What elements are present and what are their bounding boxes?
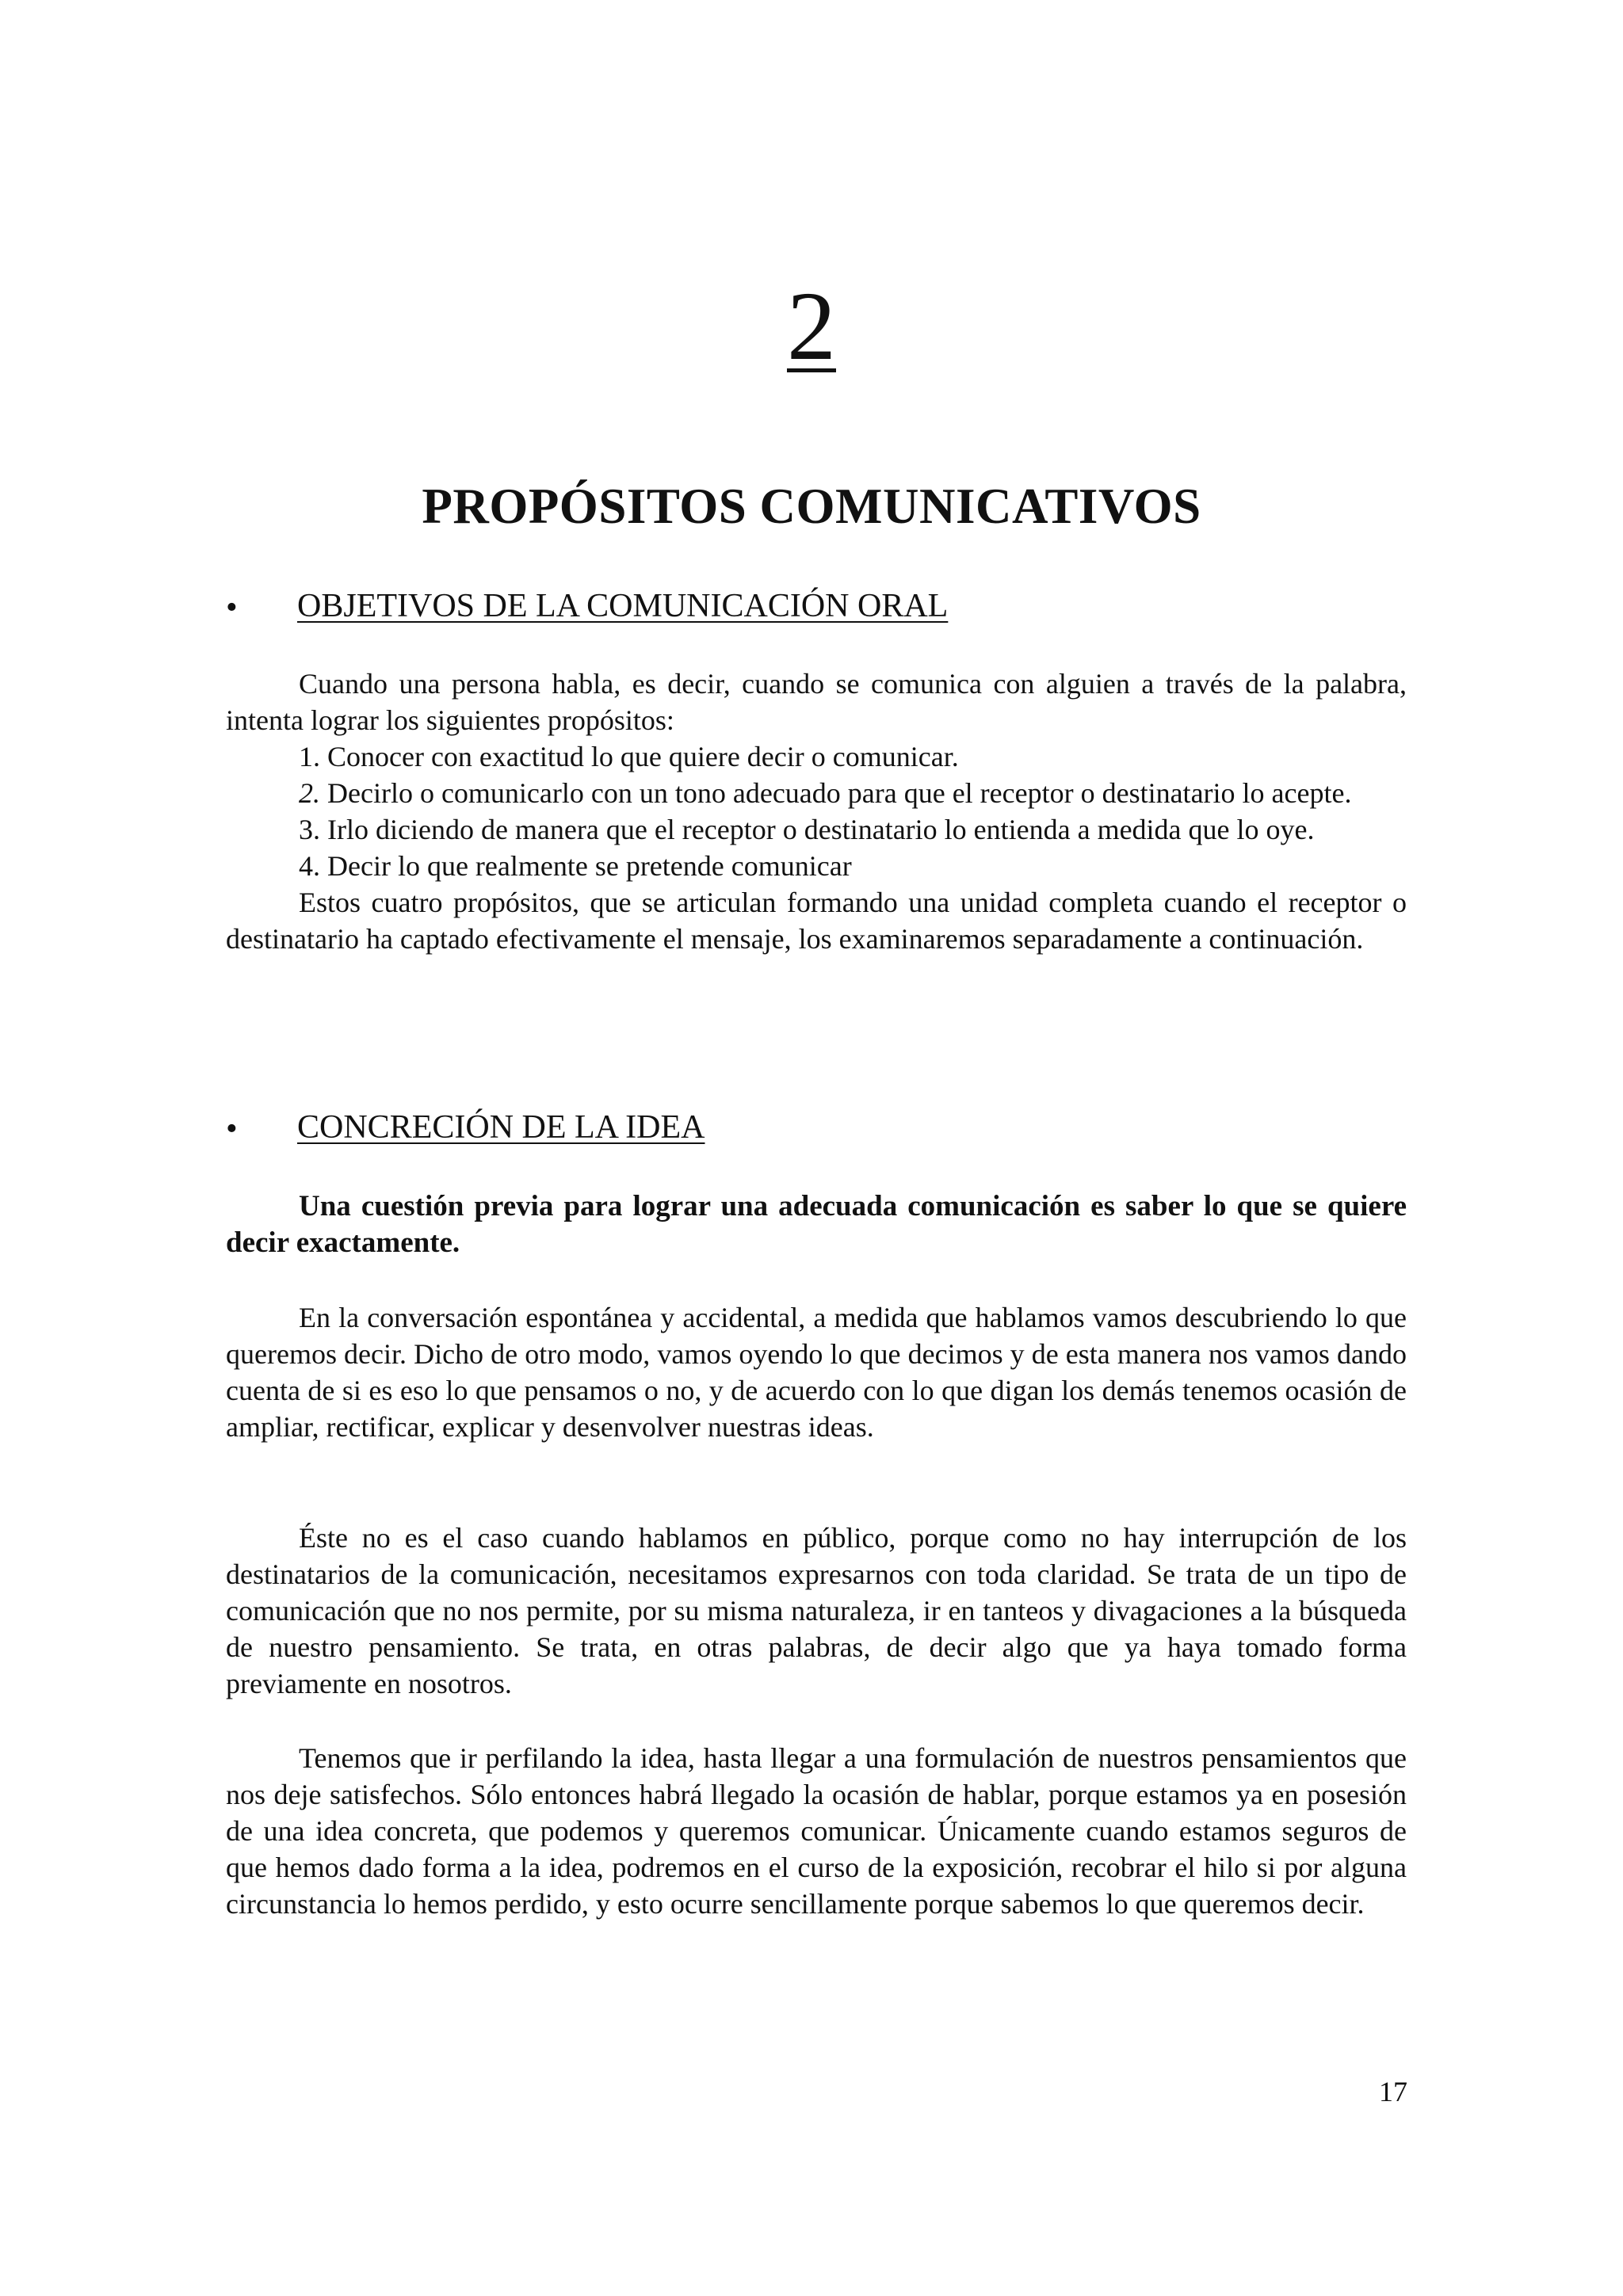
- list-item-text: Decir lo que realmente se pretende comunicar: [327, 850, 852, 882]
- list-item-text: Irlo diciendo de manera que el receptor o destinatario lo entienda a medida que lo oye.: [327, 814, 1315, 845]
- section-objetivos-body: [226, 666, 1407, 957]
- list-item-number: 4.: [299, 850, 320, 882]
- intro-paragraph: Cuando una persona habla, es decir, cuando se comunica con alguien a través de la palabra, intenta lograr los siguientes propósitos:: [226, 668, 1407, 736]
- chapter-title: PROPÓSITOS COMUNICATIVOS: [422, 479, 1201, 534]
- list-item: [226, 738, 1407, 775]
- list-item-number: 2.: [299, 777, 320, 809]
- body-paragraph: Tenemos que ir perfilando la idea, hasta llegar a una formulación de nuestros pensamientos que nos deje satisfechos. Sólo entonces habrá llegado la ocasión de hablar, porque estamos ya en posesión de una idea concreta, que podemos y queremos comunicar. Únicamente cuando estamos seguros de que hemos dado forma a la idea, podremos en el curso de la exposición, recobrar el hilo si por alguna circunstancia lo hemos perdido, y esto ocurre sencillamente porque sabemos lo que queremos decir.: [226, 1742, 1407, 1920]
- closing-paragraph: Estos cuatro propósitos, que se articulan formando una unidad completa cuando el receptor o destinatario ha captado efectivamente el mensaje, los examinaremos separadamente a continuación.: [226, 887, 1407, 955]
- list-item: [226, 848, 1407, 884]
- list-item: [226, 811, 1407, 848]
- list-item-number: 1.: [299, 741, 320, 772]
- lead-paragraph-block: [226, 1188, 1407, 1261]
- body-paragraph: Éste no es el caso cuando hablamos en público, porque como no hay interrupción de los destinatarios de la comunicación, necesitamos expresarnos con toda claridad. Se trata de un tipo de comunicación que no nos permite, por su misma naturaleza, ir en tanteos y divagaciones a la búsqueda de nuestro pensamiento. Se trata, en otras palabras, de decir algo que ya haya tomado forma previamente en nosotros.: [226, 1522, 1407, 1699]
- section-heading: OBJETIVOS DE LA COMUNICACIÓN ORAL: [297, 588, 949, 624]
- list-item-number: 3.: [299, 814, 320, 845]
- bullet-icon: •: [226, 1111, 238, 1147]
- lead-paragraph: Una cuestión previa para lograr una adecuada comunicación es saber lo que se quiere decir exactamente.: [226, 1190, 1407, 1259]
- body-paragraph: En la conversación espontánea y accidental, a medida que hablamos vamos descubriendo lo que queremos decir. Dicho de otro modo, vamos oyendo lo que decimos y de esta manera nos vamos dando cuenta de si es eso lo que pensamos o no, y de acuerdo con lo que digan los demás tenemos ocasión de ampliar, rectificar, explicar y desenvolver nuestras ideas.: [226, 1302, 1407, 1443]
- list-item-text: Conocer con exactitud lo que quiere decir o comunicar.: [327, 741, 959, 772]
- body-paragraph-2-block: [226, 1520, 1407, 1702]
- chapter-number: 2: [787, 272, 836, 380]
- section-heading: CONCRECIÓN DE LA IDEA: [297, 1109, 705, 1146]
- body-paragraph-3-block: [226, 1740, 1407, 1922]
- page-number: 17: [1379, 2076, 1407, 2107]
- list-item: [226, 775, 1407, 811]
- list-item-text: Decirlo o comunicarlo con un tono adecuado para que el receptor o destinatario lo acepte.: [327, 777, 1352, 809]
- bullet-icon: •: [226, 589, 238, 626]
- body-paragraph-1-block: [226, 1299, 1407, 1445]
